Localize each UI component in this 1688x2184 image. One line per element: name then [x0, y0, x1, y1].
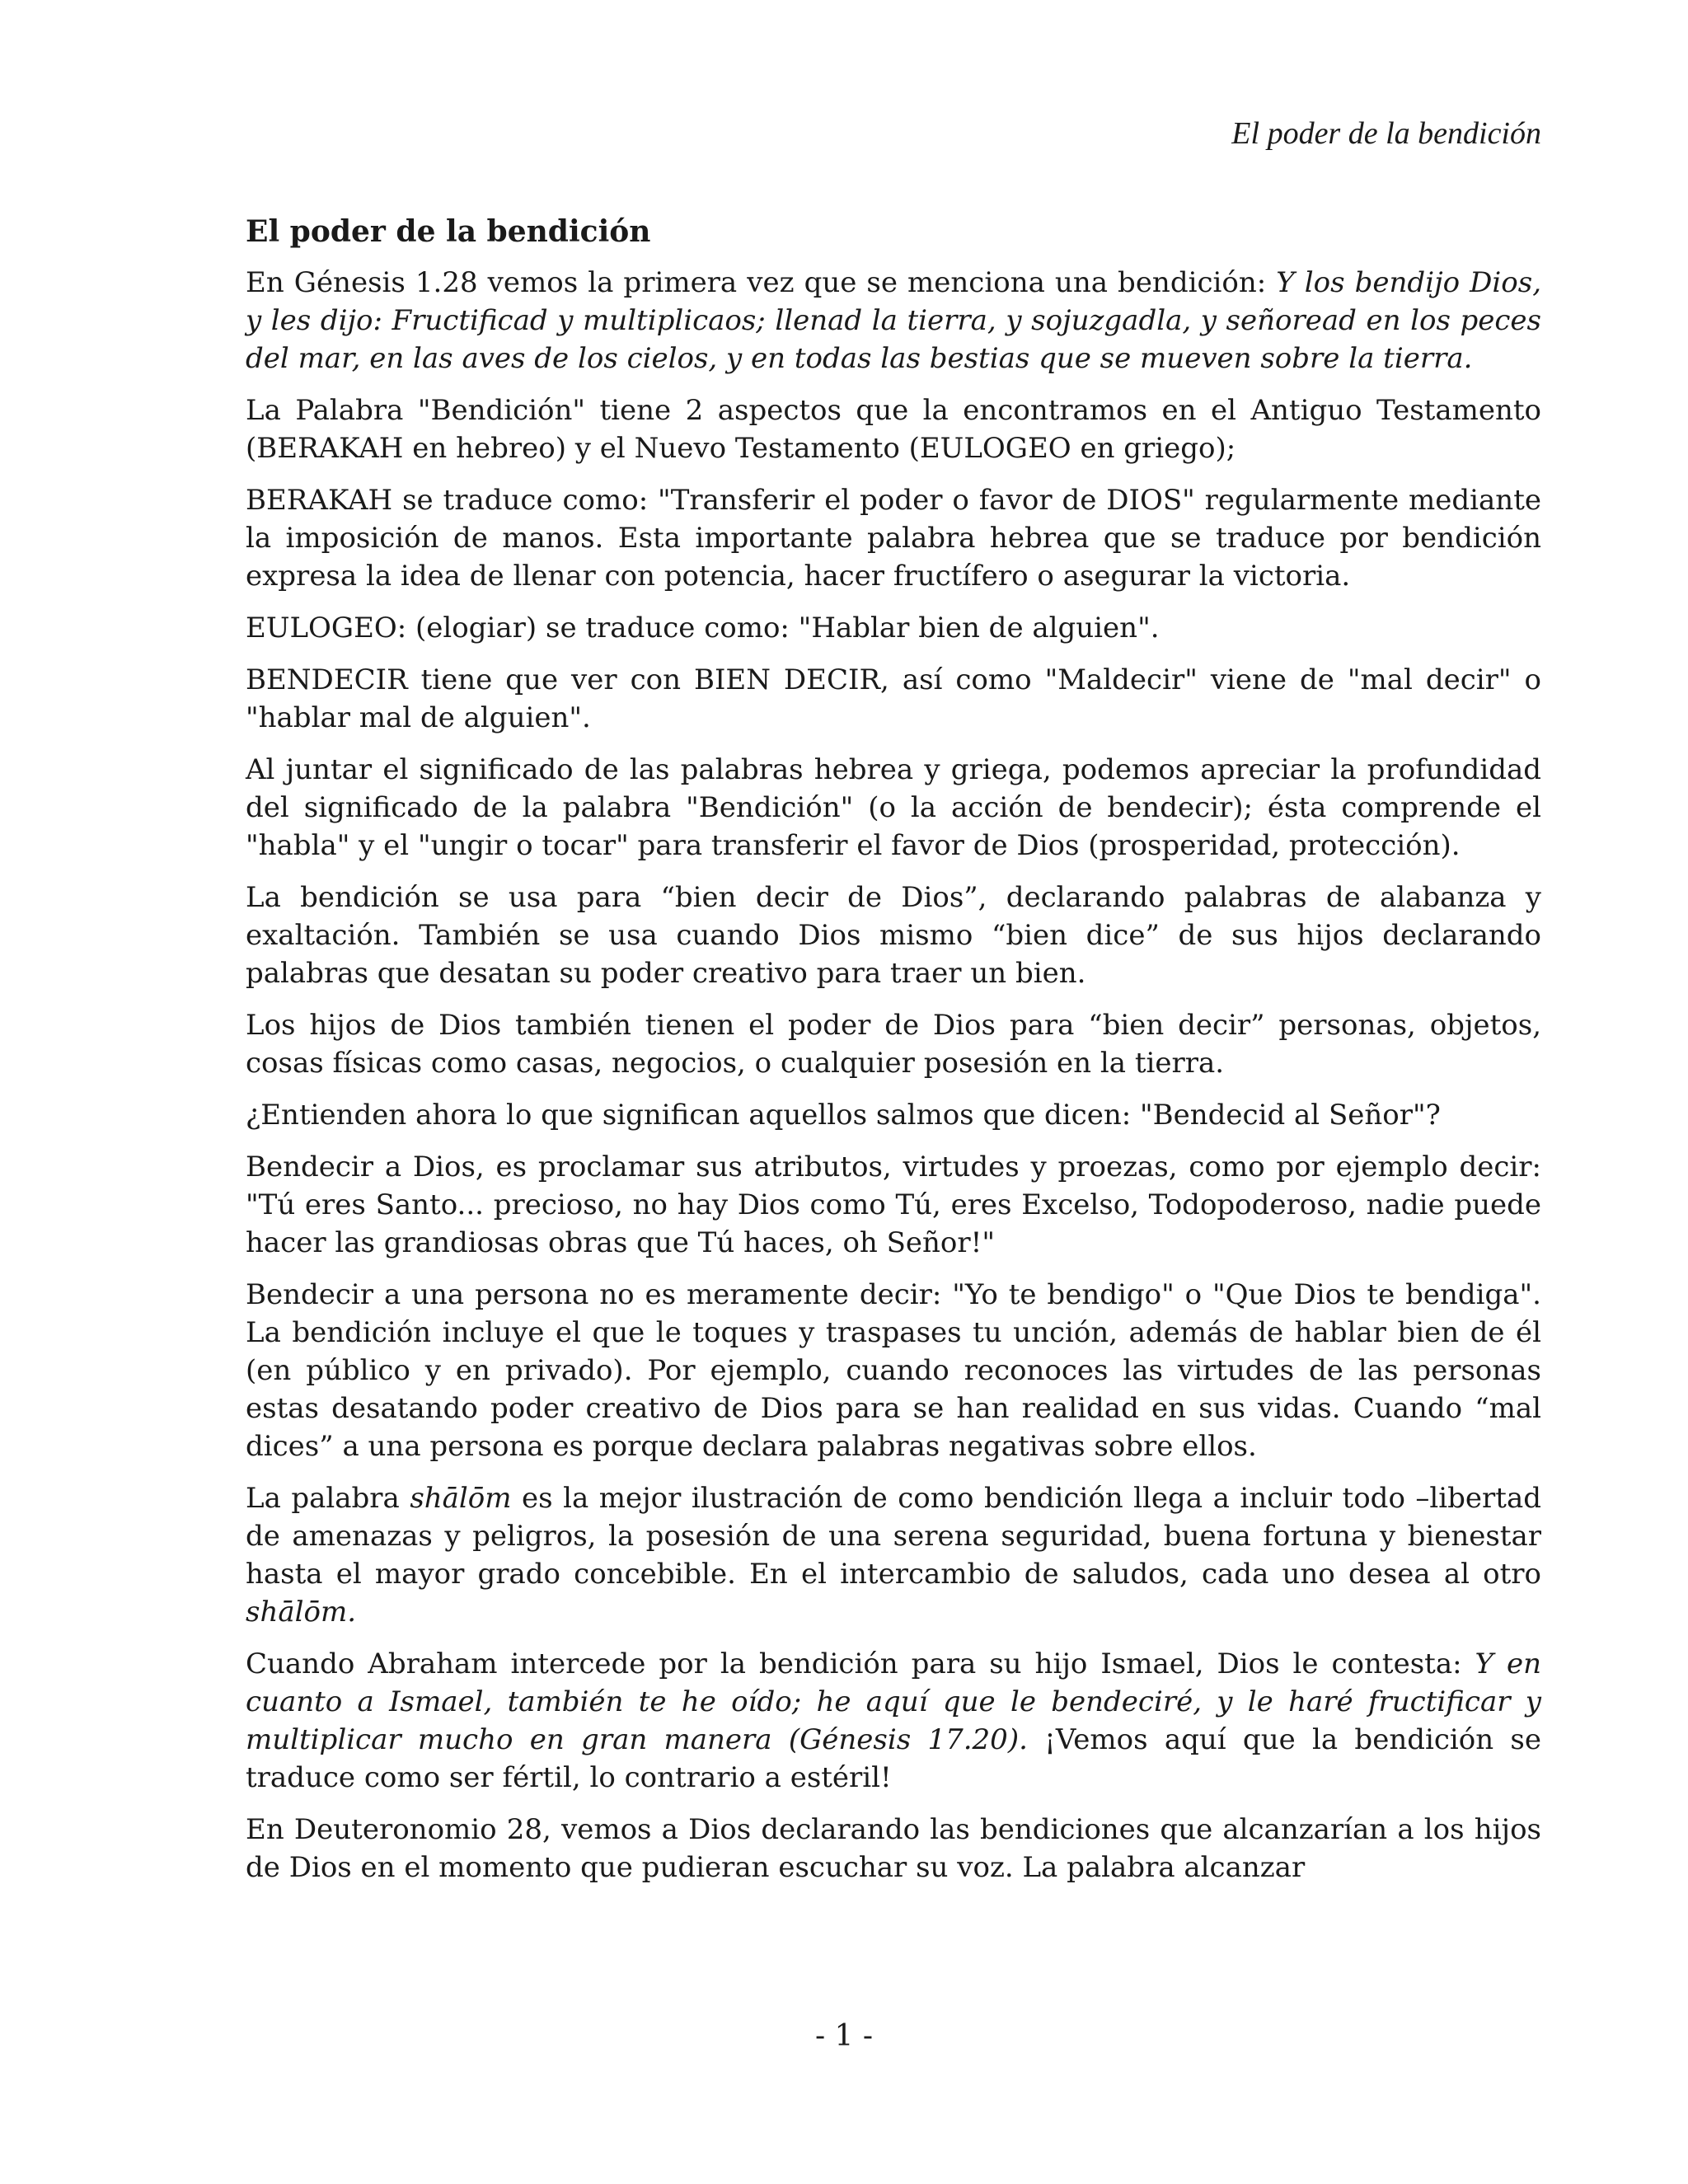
page-number: - 1 - [814, 2019, 874, 2053]
paragraph-text: En Génesis 1.28 vemos la primera vez que se menciona una bendición: [246, 266, 1277, 299]
shalom-word: shālōm. [246, 1596, 357, 1629]
paragraph-text: es la mejor ilustración de como bendición llega a incluir todo –libertad de amenazas y peligros, la posesión de una serena seguridad, buena fortuna y bienestar hasta el mayor grado concebible. En el intercambio de saludos, cada uno desea al otro [246, 1482, 1541, 1591]
running-header: El poder de la bendición [1231, 116, 1541, 151]
paragraph-bendecir-a-dios: Bendecir a Dios, es proclamar sus atributos, virtudes y proezas, como por ejemplo decir: "Tú eres Santo... precioso, no hay Dios como Tú, eres Excelso, Todopoderoso, nadie puede hacer las grandiosas obras que Tú haces, oh Señor!" [246, 1151, 1541, 1259]
paragraph-bendecir: BENDECIR tiene que ver con BIEN DECIR, así como "Maldecir" viene de "mal decir" o "hablar mal de alguien". [246, 663, 1541, 734]
scripture-quote: Y los bendijo Dios, y les dijo: Fructificad y multiplicaos; llenad la tierra, y sojuzgadla, y señoread en los peces del mar, en las aves de los cielos, y en todas las bestias que se mueven sobre la tierra. [246, 266, 1541, 375]
paragraph-eulogeo: EULOGEO: (elogiar) se traduce como: "Hablar bien de alguien". [246, 612, 1160, 644]
paragraph-text: Cuando Abraham intercede por la bendición para su hijo Ismael, Dios le contesta: [246, 1647, 1475, 1680]
paragraph-significado: Al juntar el significado de las palabras hebrea y griega, podemos apreciar la profundidad del significado de la palabra "Bendición" (o la acción de bendecir); ésta comprende el "habla" y el "ungir o tocar" para transferir el favor de Dios (prosperidad, protección). [246, 753, 1541, 862]
paragraph-salmos: ¿Entienden ahora lo que significan aquellos salmos que dicen: "Bendecid al Señor"? [246, 1099, 1441, 1132]
paragraph-hijos-de-dios: Los hijos de Dios también tienen el poder de Dios para “bien decir” personas, objetos, cosas físicas como casas, negocios, o cualquier posesión en la tierra. [246, 1009, 1541, 1080]
paragraph-bendecir-persona: Bendecir a una persona no es meramente decir: "Yo te bendigo" o "Que Dios te bendiga". La bendición incluye el que le toques y traspases tu unción, además de hablar bien de él (en público y en privado). Por ejemplo, cuando reconoces las virtudes de las personas estas desatando poder creativo de Dios para se han realidad en sus vidas. Cuando “mal dices” a una persona es porque declara palabras negativas sobre ellos. [246, 1278, 1541, 1463]
paragraph-abraham-ismael [246, 1645, 1541, 1797]
paragraph-genesis-1-28 [246, 264, 1541, 377]
document-title: El poder de la bendición [246, 214, 651, 249]
paragraph-berakah: BERAKAH se traduce como: "Transferir el poder o favor de DIOS" regularmente mediante la imposición de manos. Esta importante palabra hebrea que se traduce por bendición expresa la idea de llenar con potencia, hacer fructífero o asegurar la victoria. [246, 484, 1541, 593]
paragraph-shalom [246, 1479, 1541, 1631]
scripture-quote: Y en cuanto a Ismael, también te he oído; he aquí que le bendeciré, y le haré fructificar y multiplicar mucho en gran manera (Génesis 17.20). [246, 1647, 1541, 1756]
document-body [246, 213, 1541, 1900]
paragraph-text: ¡Vemos aquí que la bendición se traduce como ser fértil, lo contrario a estéril! [246, 1723, 1541, 1794]
paragraph-deuteronomio: En Deuteronomio 28, vemos a Dios declarando las bendiciones que alcanzarían a los hijos de Dios en el momento que pudieran escuchar su voz. La palabra alcanzar [246, 1813, 1541, 1884]
shalom-word: shālōm [410, 1482, 512, 1515]
paragraph-two-aspects: La Palabra "Bendición" tiene 2 aspectos que la encontramos en el Antiguo Testamento (BERAKAH en hebreo) y el Nuevo Testamento (EULOGEO en griego); [246, 394, 1541, 465]
paragraph-text: La palabra [246, 1482, 410, 1515]
paragraph-bien-decir: La bendición se usa para “bien decir de Dios”, declarando palabras de alabanza y exaltación. También se usa cuando Dios mismo “bien dice” de sus hijos declarando palabras que desatan su poder creativo para traer un bien. [246, 881, 1541, 990]
